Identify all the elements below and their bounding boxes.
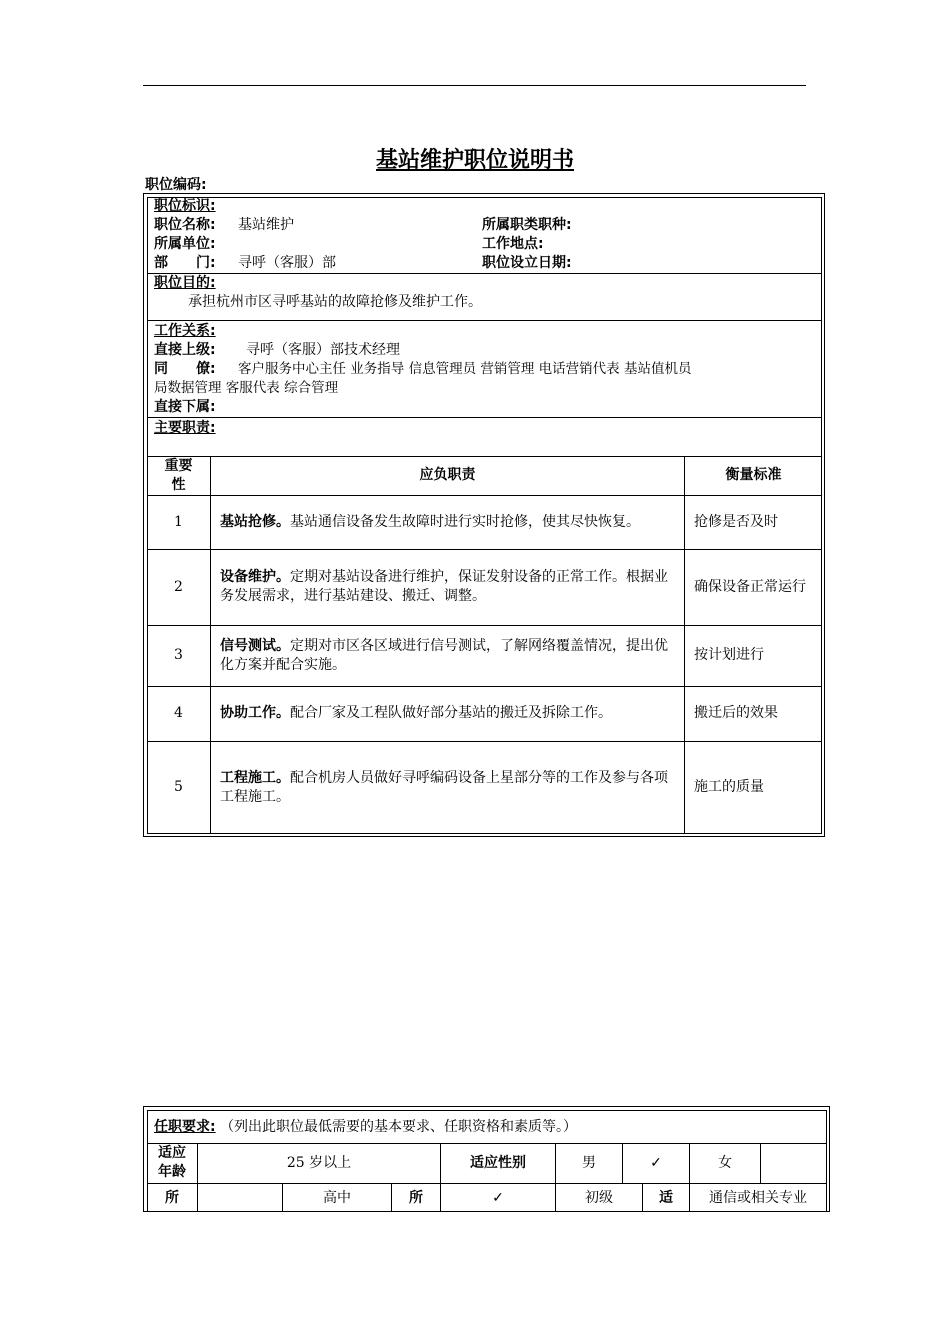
gender-male: 男 xyxy=(582,1154,596,1171)
duties-label: 主要职责: xyxy=(154,420,216,436)
divider xyxy=(147,320,822,321)
name-label: 职位名称: xyxy=(154,217,216,233)
subordinate-label: 直接下属: xyxy=(154,399,216,415)
duties-col-divider xyxy=(684,456,685,834)
gender-female: 女 xyxy=(718,1154,732,1171)
duties-col-divider xyxy=(210,456,211,834)
duty-row-4-standard: 搬迁后的效果 xyxy=(694,705,778,721)
row3-major: 通信或相关专业 xyxy=(709,1189,807,1206)
divider xyxy=(147,273,822,274)
gender-label: 适应性别 xyxy=(470,1154,526,1171)
col-divider xyxy=(760,1143,761,1183)
peers-line-1: 客户服务中心主任 业务指导 信息管理员 营销管理 电话营销代表 基站值机员 xyxy=(238,361,692,377)
identity-section-label: 职位标识: xyxy=(154,198,216,214)
duty-row-2-responsibility: 设备维护。定期对基站设备进行维护，保证发射设备的正常工作。根据业务发展需求，进行基站建设、搬迁、调整。 xyxy=(220,569,668,604)
row3-label-1: 所 xyxy=(165,1189,179,1206)
department-label: 部 门: xyxy=(154,255,216,271)
row3-level: 初级 xyxy=(585,1189,613,1206)
duty-row-3-no: 3 xyxy=(174,647,183,663)
age-label: 适应年龄 xyxy=(158,1145,186,1180)
purpose-text: 承担杭州市区寻呼基站的故障抢修及维护工作。 xyxy=(188,294,482,310)
duty-row-4-responsibility: 协助工作。配合厂家及工程队做好部分基站的搬迁及拆除工作。 xyxy=(220,705,612,721)
peers-label: 同 僚: xyxy=(154,361,216,377)
requirements-header: 任职要求: （列出此职位最低需要的基本要求、任职资格和素质等。） xyxy=(154,1119,578,1135)
header-rule xyxy=(143,85,806,86)
document-title: 基站维护职位说明书 xyxy=(375,148,574,173)
duty-row-5-responsibility: 工程施工。配合机房人员做好寻呼编码设备上星部分等的工作及参与各项工程施工。 xyxy=(220,769,668,805)
relations-label: 工作关系: xyxy=(154,323,216,339)
superior-value: 寻呼（客服）部技术经理 xyxy=(246,342,400,358)
position-code-label: 职位编码: xyxy=(145,177,207,193)
duty-row-5-standard: 施工的质量 xyxy=(694,779,764,795)
location-label: 工作地点: xyxy=(482,236,544,252)
gender-male-check-mark: ✓ xyxy=(650,1154,662,1171)
duty-row-4-no: 4 xyxy=(174,705,183,721)
duty-row-2-standard: 确保设备正常运行 xyxy=(694,578,806,595)
purpose-label: 职位目的: xyxy=(154,275,216,291)
peers-line-2: 局数据管理 客服代表 综合管理 xyxy=(154,380,339,396)
row3-check-mark: ✓ xyxy=(492,1189,504,1206)
duty-row-5-no: 5 xyxy=(174,779,183,795)
age-value: 25 岁以上 xyxy=(286,1154,352,1171)
duty-row-1-responsibility: 基站抢修。基站通信设备发生故障时进行实时抢修，使其尽快恢复。 xyxy=(220,513,640,530)
education-value: 高中 xyxy=(323,1189,351,1206)
duty-row-1-standard: 抢修是否及时 xyxy=(694,513,778,530)
divider xyxy=(147,417,822,418)
header-importance: 重要性 xyxy=(164,457,193,493)
name-value: 基站维护 xyxy=(238,217,294,233)
duty-row-2-no: 2 xyxy=(174,578,183,595)
category-label: 所属职类职种: xyxy=(482,217,572,233)
unit-label: 所属单位: xyxy=(154,236,216,252)
row3-label-2: 所 xyxy=(409,1189,423,1206)
superior-label: 直接上级: xyxy=(154,342,216,358)
header-responsibility: 应负职责 xyxy=(419,467,476,483)
duty-row-3-responsibility: 信号测试。定期对市区各区域进行信号测试，了解网络覆盖情况，提出优化方案并配合实施。 xyxy=(220,637,668,673)
established-date-label: 职位设立日期: xyxy=(482,255,572,271)
duty-row-1-no: 1 xyxy=(174,513,183,530)
header-standard: 衡量标准 xyxy=(725,467,782,483)
row3-label-3: 适 xyxy=(659,1189,673,1206)
department-value: 寻呼（客服）部 xyxy=(238,255,336,271)
duty-row-3-standard: 按计划进行 xyxy=(694,647,764,663)
